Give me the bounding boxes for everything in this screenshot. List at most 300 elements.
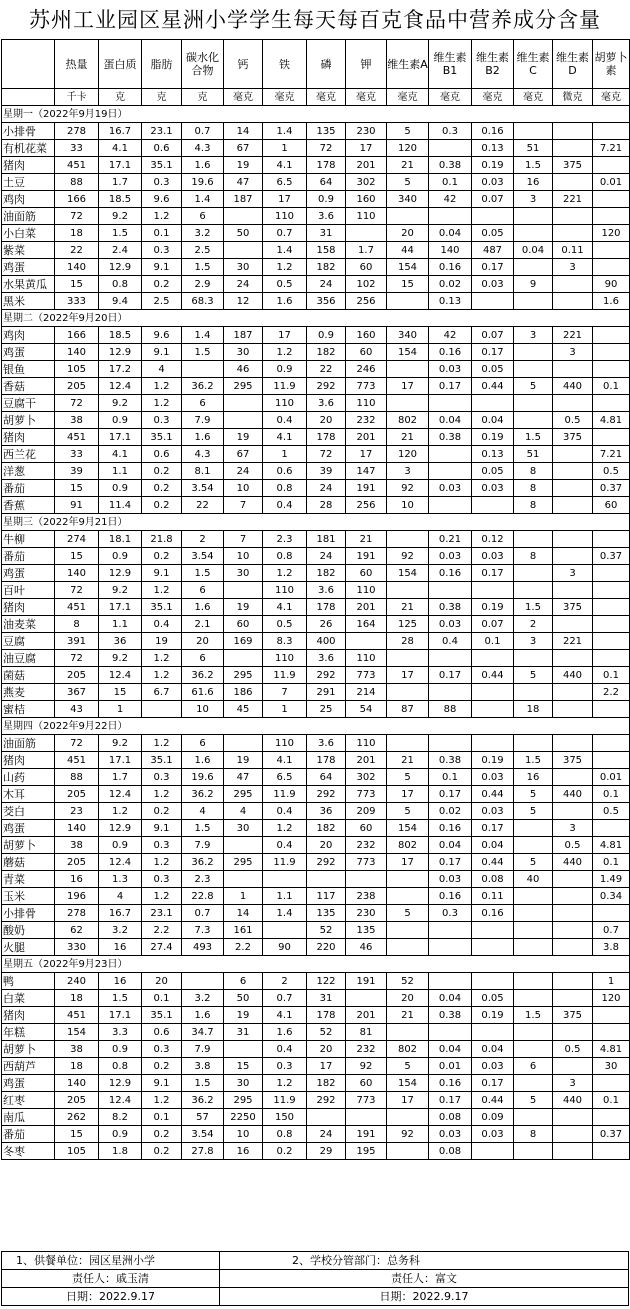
cell-potassium: 201 — [346, 599, 387, 616]
cell-iron: 150 — [263, 1109, 307, 1126]
header-energy: 热量 — [55, 40, 99, 89]
cell-vitamin-c: 1.5 — [514, 752, 553, 769]
cell-vitamin-a: 802 — [387, 412, 429, 429]
cell-carbohydrate: 1.6 — [182, 752, 224, 769]
cell-carbohydrate: 3.8 — [182, 1058, 224, 1075]
cell-potassium: 773 — [346, 1092, 387, 1109]
cell-phosphorus: 158 — [307, 242, 346, 259]
cell-vitamin-d — [553, 1109, 593, 1126]
header-potassium: 钾 — [346, 40, 387, 89]
cell-phosphorus: 24 — [307, 1126, 346, 1143]
cell-calcium: 16 — [224, 1143, 263, 1160]
cell-carbohydrate: 3.2 — [182, 225, 224, 242]
cell-vitamin-d — [553, 140, 593, 157]
cell-potassium: 160 — [346, 327, 387, 344]
cell-potassium: 110 — [346, 395, 387, 412]
cell-protein: 3.2 — [99, 922, 142, 939]
cell-vitamin-a: 17 — [387, 786, 429, 803]
cell-phosphorus: 17 — [307, 1058, 346, 1075]
cell-carotene: 120 — [593, 990, 630, 1007]
cell-vitamin-d — [553, 480, 593, 497]
cell-carbohydrate: 68.3 — [182, 293, 224, 310]
cell-phosphorus: 178 — [307, 1007, 346, 1024]
supplier-info: 1、供餐单位：园区星洲小学 — [2, 1252, 220, 1270]
cell-energy: 166 — [55, 191, 99, 208]
cell-vitamin-c — [514, 344, 553, 361]
cell-carbohydrate: 10 — [182, 701, 224, 718]
cell-energy: 451 — [55, 1007, 99, 1024]
cell-vitamin-c: 8 — [514, 1126, 553, 1143]
cell-vitamin-a — [387, 735, 429, 752]
cell-vitamin-b2: 0.16 — [472, 905, 514, 922]
cell-phosphorus: 29 — [307, 1143, 346, 1160]
unit-energy: 千卡 — [55, 89, 99, 106]
cell-phosphorus: 181 — [307, 531, 346, 548]
cell-vitamin-b2: 0.16 — [472, 123, 514, 140]
cell-vitamin-d: 3 — [553, 565, 593, 582]
cell-iron: 1.2 — [263, 820, 307, 837]
cell-calcium: 186 — [224, 684, 263, 701]
cell-fat: 35.1 — [142, 1007, 182, 1024]
cell-calcium: 45 — [224, 701, 263, 718]
cell-potassium: 191 — [346, 1126, 387, 1143]
cell-protein: 18.1 — [99, 531, 142, 548]
cell-carotene: 0.37 — [593, 548, 630, 565]
cell-vitamin-d: 375 — [553, 752, 593, 769]
food-name: 燕麦 — [2, 684, 55, 701]
cell-vitamin-b2: 0.05 — [472, 990, 514, 1007]
cell-energy: 205 — [55, 378, 99, 395]
cell-iron: 0.2 — [263, 1143, 307, 1160]
cell-carbohydrate: 36.2 — [182, 786, 224, 803]
food-name: 南瓜 — [2, 1109, 55, 1126]
cell-potassium: 17 — [346, 140, 387, 157]
food-row — [2, 922, 630, 939]
cell-vitamin-d: 440 — [553, 378, 593, 395]
cell-protein: 16 — [99, 973, 142, 990]
cell-potassium: 110 — [346, 582, 387, 599]
cell-carbohydrate: 19.6 — [182, 174, 224, 191]
cell-carbohydrate: 7.9 — [182, 412, 224, 429]
cell-energy: 278 — [55, 123, 99, 140]
cell-energy: 15 — [55, 480, 99, 497]
cell-vitamin-d — [553, 208, 593, 225]
cell-vitamin-a: 28 — [387, 633, 429, 650]
cell-carotene: 1.49 — [593, 871, 630, 888]
cell-calcium: 50 — [224, 225, 263, 242]
cell-energy: 451 — [55, 157, 99, 174]
cell-vitamin-b1: 0.21 — [429, 531, 472, 548]
cell-vitamin-a: 340 — [387, 191, 429, 208]
cell-energy: 140 — [55, 1075, 99, 1092]
cell-carbohydrate: 1.4 — [182, 327, 224, 344]
header-carbohydrate: 碳水化合物 — [182, 40, 224, 89]
cell-iron: 1 — [263, 140, 307, 157]
cell-vitamin-b1 — [429, 922, 472, 939]
cell-vitamin-c: 8 — [514, 548, 553, 565]
cell-vitamin-c: 16 — [514, 174, 553, 191]
cell-carotene — [593, 191, 630, 208]
cell-vitamin-b2: 0.04 — [472, 837, 514, 854]
cell-protein: 16 — [99, 939, 142, 956]
cell-iron: 110 — [263, 208, 307, 225]
cell-fat: 35.1 — [142, 157, 182, 174]
cell-iron: 4.1 — [263, 429, 307, 446]
cell-carotene — [593, 242, 630, 259]
cell-fat: 0.2 — [142, 1143, 182, 1160]
nutrition-table — [1, 39, 630, 1160]
unit-vitamin-a: 毫克 — [387, 89, 429, 106]
food-row — [2, 548, 630, 565]
food-row — [2, 735, 630, 752]
food-row — [2, 616, 630, 633]
cell-iron: 0.3 — [263, 1058, 307, 1075]
cell-iron: 8.3 — [263, 633, 307, 650]
cell-vitamin-a — [387, 939, 429, 956]
cell-calcium: 19 — [224, 599, 263, 616]
food-name: 油麦菜 — [2, 616, 55, 633]
cell-vitamin-d — [553, 1058, 593, 1075]
cell-iron: 4.1 — [263, 1007, 307, 1024]
cell-vitamin-b1: 0.16 — [429, 1075, 472, 1092]
cell-vitamin-c: 1.5 — [514, 157, 553, 174]
cell-carbohydrate: 6 — [182, 582, 224, 599]
unit-vitamin-b1: 毫克 — [429, 89, 472, 106]
day-row — [2, 956, 630, 973]
cell-carotene — [593, 1075, 630, 1092]
cell-calcium: 50 — [224, 990, 263, 1007]
food-name: 鸡蛋 — [2, 259, 55, 276]
cell-energy: 105 — [55, 1143, 99, 1160]
cell-phosphorus: 3.6 — [307, 735, 346, 752]
cell-vitamin-c — [514, 973, 553, 990]
cell-fat: 0.3 — [142, 242, 182, 259]
cell-carbohydrate: 2.3 — [182, 871, 224, 888]
cell-iron: 1.6 — [263, 1024, 307, 1041]
cell-vitamin-c: 51 — [514, 446, 553, 463]
food-name: 小排骨 — [2, 123, 55, 140]
cell-vitamin-b2: 0.13 — [472, 446, 514, 463]
cell-vitamin-d — [553, 225, 593, 242]
cell-potassium: 230 — [346, 905, 387, 922]
header-vitamin-b1: 维生素B1 — [429, 40, 472, 89]
cell-phosphorus: 24 — [307, 276, 346, 293]
cell-fat: 21.8 — [142, 531, 182, 548]
cell-protein: 1 — [99, 701, 142, 718]
cell-potassium: 135 — [346, 922, 387, 939]
cell-phosphorus: 356 — [307, 293, 346, 310]
cell-carbohydrate — [182, 361, 224, 378]
unit-food-name — [2, 89, 55, 106]
food-name: 洋葱 — [2, 463, 55, 480]
cell-iron: 110 — [263, 582, 307, 599]
cell-calcium: 1 — [224, 888, 263, 905]
cell-phosphorus: 20 — [307, 1041, 346, 1058]
cell-vitamin-b1: 0.04 — [429, 1041, 472, 1058]
department-person: 责任人：富文 — [220, 1270, 629, 1288]
cell-vitamin-a — [387, 361, 429, 378]
cell-protein: 12.4 — [99, 786, 142, 803]
cell-fat: 0.6 — [142, 446, 182, 463]
cell-carbohydrate: 19.6 — [182, 769, 224, 786]
food-name: 蘑菇 — [2, 854, 55, 871]
unit-potassium: 毫克 — [346, 89, 387, 106]
food-row — [2, 480, 630, 497]
cell-iron: 0.8 — [263, 548, 307, 565]
cell-phosphorus: 52 — [307, 1024, 346, 1041]
cell-vitamin-b1: 0.1 — [429, 769, 472, 786]
cell-phosphorus: 182 — [307, 259, 346, 276]
cell-vitamin-b1: 0.17 — [429, 378, 472, 395]
cell-phosphorus: 178 — [307, 429, 346, 446]
food-name: 鸭 — [2, 973, 55, 990]
cell-fat: 35.1 — [142, 429, 182, 446]
cell-protein: 15 — [99, 684, 142, 701]
cell-protein: 4.1 — [99, 140, 142, 157]
cell-vitamin-c — [514, 259, 553, 276]
cell-vitamin-c: 3 — [514, 327, 553, 344]
cell-vitamin-b2 — [472, 939, 514, 956]
cell-iron: 0.4 — [263, 412, 307, 429]
food-row — [2, 463, 630, 480]
header-phosphorus: 磷 — [307, 40, 346, 89]
cell-vitamin-b2: 0.19 — [472, 599, 514, 616]
cell-protein: 1.1 — [99, 463, 142, 480]
cell-iron: 0.4 — [263, 837, 307, 854]
cell-vitamin-b2: 0.04 — [472, 412, 514, 429]
food-row — [2, 752, 630, 769]
header-vitamin-b2: 维生素B2 — [472, 40, 514, 89]
cell-calcium: 6 — [224, 973, 263, 990]
cell-calcium — [224, 208, 263, 225]
cell-potassium: 246 — [346, 361, 387, 378]
header-vitamin-d: 维生素D — [553, 40, 593, 89]
cell-vitamin-b1: 0.13 — [429, 293, 472, 310]
cell-carotene — [593, 1143, 630, 1160]
cell-vitamin-a: 154 — [387, 1075, 429, 1092]
cell-phosphorus: 22 — [307, 361, 346, 378]
cell-phosphorus: 36 — [307, 803, 346, 820]
cell-vitamin-c: 6 — [514, 1058, 553, 1075]
food-name: 水果黄瓜 — [2, 276, 55, 293]
cell-calcium: 30 — [224, 259, 263, 276]
cell-vitamin-a — [387, 531, 429, 548]
cell-protein: 0.9 — [99, 1126, 142, 1143]
cell-vitamin-c — [514, 123, 553, 140]
cell-carotene — [593, 565, 630, 582]
unit-calcium: 毫克 — [224, 89, 263, 106]
cell-iron: 11.9 — [263, 378, 307, 395]
cell-fat: 9.1 — [142, 820, 182, 837]
cell-vitamin-c — [514, 905, 553, 922]
cell-vitamin-a — [387, 293, 429, 310]
cell-vitamin-d — [553, 293, 593, 310]
cell-vitamin-c — [514, 293, 553, 310]
cell-carbohydrate: 36.2 — [182, 667, 224, 684]
cell-vitamin-a — [387, 582, 429, 599]
cell-protein: 17.1 — [99, 1007, 142, 1024]
cell-vitamin-b1: 0.04 — [429, 990, 472, 1007]
cell-protein: 1.8 — [99, 1143, 142, 1160]
cell-carotene — [593, 395, 630, 412]
food-row — [2, 939, 630, 956]
cell-vitamin-a — [387, 684, 429, 701]
cell-carbohydrate: 1.6 — [182, 1007, 224, 1024]
food-row — [2, 293, 630, 310]
cell-carotene — [593, 157, 630, 174]
food-row — [2, 225, 630, 242]
food-row — [2, 123, 630, 140]
cell-iron: 0.5 — [263, 276, 307, 293]
cell-phosphorus: 25 — [307, 701, 346, 718]
cell-vitamin-d: 221 — [553, 191, 593, 208]
cell-vitamin-b2: 0.03 — [472, 769, 514, 786]
cell-vitamin-d — [553, 531, 593, 548]
cell-carotene — [593, 1007, 630, 1024]
food-row — [2, 429, 630, 446]
cell-energy: 22 — [55, 242, 99, 259]
cell-carotene: 1.6 — [593, 293, 630, 310]
cell-vitamin-c: 8 — [514, 497, 553, 514]
cell-vitamin-c — [514, 990, 553, 1007]
cell-vitamin-a: 5 — [387, 769, 429, 786]
food-name: 鸡蛋 — [2, 1075, 55, 1092]
cell-potassium: 232 — [346, 1041, 387, 1058]
cell-vitamin-b1: 42 — [429, 327, 472, 344]
cell-energy: 451 — [55, 599, 99, 616]
cell-vitamin-d: 440 — [553, 854, 593, 871]
food-row — [2, 905, 630, 922]
day-label: 星期一 — [3, 108, 33, 120]
cell-fat: 0.2 — [142, 1126, 182, 1143]
cell-iron: 4.1 — [263, 752, 307, 769]
cell-iron: 0.4 — [263, 497, 307, 514]
cell-calcium: 295 — [224, 786, 263, 803]
cell-protein: 17.2 — [99, 361, 142, 378]
food-row — [2, 973, 630, 990]
cell-vitamin-d — [553, 1143, 593, 1160]
food-name: 油面筋 — [2, 735, 55, 752]
cell-vitamin-b1 — [429, 497, 472, 514]
cell-phosphorus: 292 — [307, 1092, 346, 1109]
cell-protein: 11.4 — [99, 497, 142, 514]
cell-protein: 0.8 — [99, 276, 142, 293]
cell-potassium: 60 — [346, 344, 387, 361]
cell-calcium: 46 — [224, 361, 263, 378]
cell-calcium: 4 — [224, 803, 263, 820]
cell-iron: 0.5 — [263, 616, 307, 633]
cell-vitamin-b1: 0.04 — [429, 412, 472, 429]
cell-vitamin-b2: 0.17 — [472, 820, 514, 837]
cell-vitamin-a: 154 — [387, 565, 429, 582]
cell-vitamin-b1 — [429, 140, 472, 157]
cell-carbohydrate: 1.5 — [182, 344, 224, 361]
cell-energy: 451 — [55, 752, 99, 769]
day-header — [2, 718, 630, 735]
cell-vitamin-b1: 0.16 — [429, 565, 472, 582]
cell-phosphorus: 0.9 — [307, 327, 346, 344]
cell-vitamin-b2 — [472, 735, 514, 752]
cell-vitamin-c — [514, 208, 553, 225]
cell-vitamin-c — [514, 837, 553, 854]
cell-fat: 35.1 — [142, 599, 182, 616]
cell-calcium: 295 — [224, 854, 263, 871]
cell-protein: 9.2 — [99, 735, 142, 752]
cell-energy: 18 — [55, 1058, 99, 1075]
cell-carotene: 0.1 — [593, 378, 630, 395]
food-row — [2, 259, 630, 276]
cell-iron: 1.2 — [263, 344, 307, 361]
cell-phosphorus: 3.6 — [307, 650, 346, 667]
cell-vitamin-d — [553, 684, 593, 701]
cell-potassium: 17 — [346, 446, 387, 463]
cell-potassium — [346, 633, 387, 650]
cell-phosphorus: 64 — [307, 174, 346, 191]
cell-vitamin-d — [553, 497, 593, 514]
cell-iron: 0.4 — [263, 1041, 307, 1058]
cell-vitamin-c — [514, 650, 553, 667]
cell-potassium: 102 — [346, 276, 387, 293]
cell-energy: 38 — [55, 837, 99, 854]
cell-vitamin-c — [514, 565, 553, 582]
cell-carotene: 0.5 — [593, 803, 630, 820]
food-name: 小排骨 — [2, 905, 55, 922]
cell-vitamin-b1 — [429, 582, 472, 599]
cell-fat: 2.2 — [142, 922, 182, 939]
cell-calcium: 295 — [224, 1092, 263, 1109]
food-row — [2, 395, 630, 412]
cell-vitamin-d: 221 — [553, 327, 593, 344]
day-row — [2, 106, 630, 123]
cell-calcium: 10 — [224, 1126, 263, 1143]
cell-vitamin-b2: 0.03 — [472, 1058, 514, 1075]
food-name: 玉米 — [2, 888, 55, 905]
cell-iron: 0.7 — [263, 990, 307, 1007]
cell-carbohydrate: 1.6 — [182, 157, 224, 174]
food-name: 油豆腐 — [2, 650, 55, 667]
food-row — [2, 1109, 630, 1126]
cell-phosphorus: 178 — [307, 752, 346, 769]
cell-vitamin-b2: 0.19 — [472, 1007, 514, 1024]
cell-energy: 18 — [55, 225, 99, 242]
cell-vitamin-b2 — [472, 1024, 514, 1041]
food-name: 猪肉 — [2, 1007, 55, 1024]
cell-carbohydrate: 20 — [182, 633, 224, 650]
cell-iron: 11.9 — [263, 667, 307, 684]
cell-potassium: 773 — [346, 378, 387, 395]
food-row — [2, 854, 630, 871]
cell-energy: 15 — [55, 548, 99, 565]
cell-vitamin-c: 3 — [514, 191, 553, 208]
cell-vitamin-b1 — [429, 446, 472, 463]
day-header — [2, 310, 630, 327]
cell-protein: 1.5 — [99, 225, 142, 242]
cell-calcium: 14 — [224, 123, 263, 140]
cell-potassium: 147 — [346, 463, 387, 480]
cell-fat: 0.2 — [142, 480, 182, 497]
cell-fat: 0.3 — [142, 837, 182, 854]
day-row — [2, 310, 630, 327]
cell-potassium: 110 — [346, 208, 387, 225]
cell-energy: 8 — [55, 616, 99, 633]
cell-carotene: 0.1 — [593, 1092, 630, 1109]
cell-vitamin-d — [553, 701, 593, 718]
cell-vitamin-c — [514, 735, 553, 752]
food-row — [2, 174, 630, 191]
cell-vitamin-b2 — [472, 293, 514, 310]
cell-fat: 2.5 — [142, 293, 182, 310]
cell-vitamin-d — [553, 888, 593, 905]
